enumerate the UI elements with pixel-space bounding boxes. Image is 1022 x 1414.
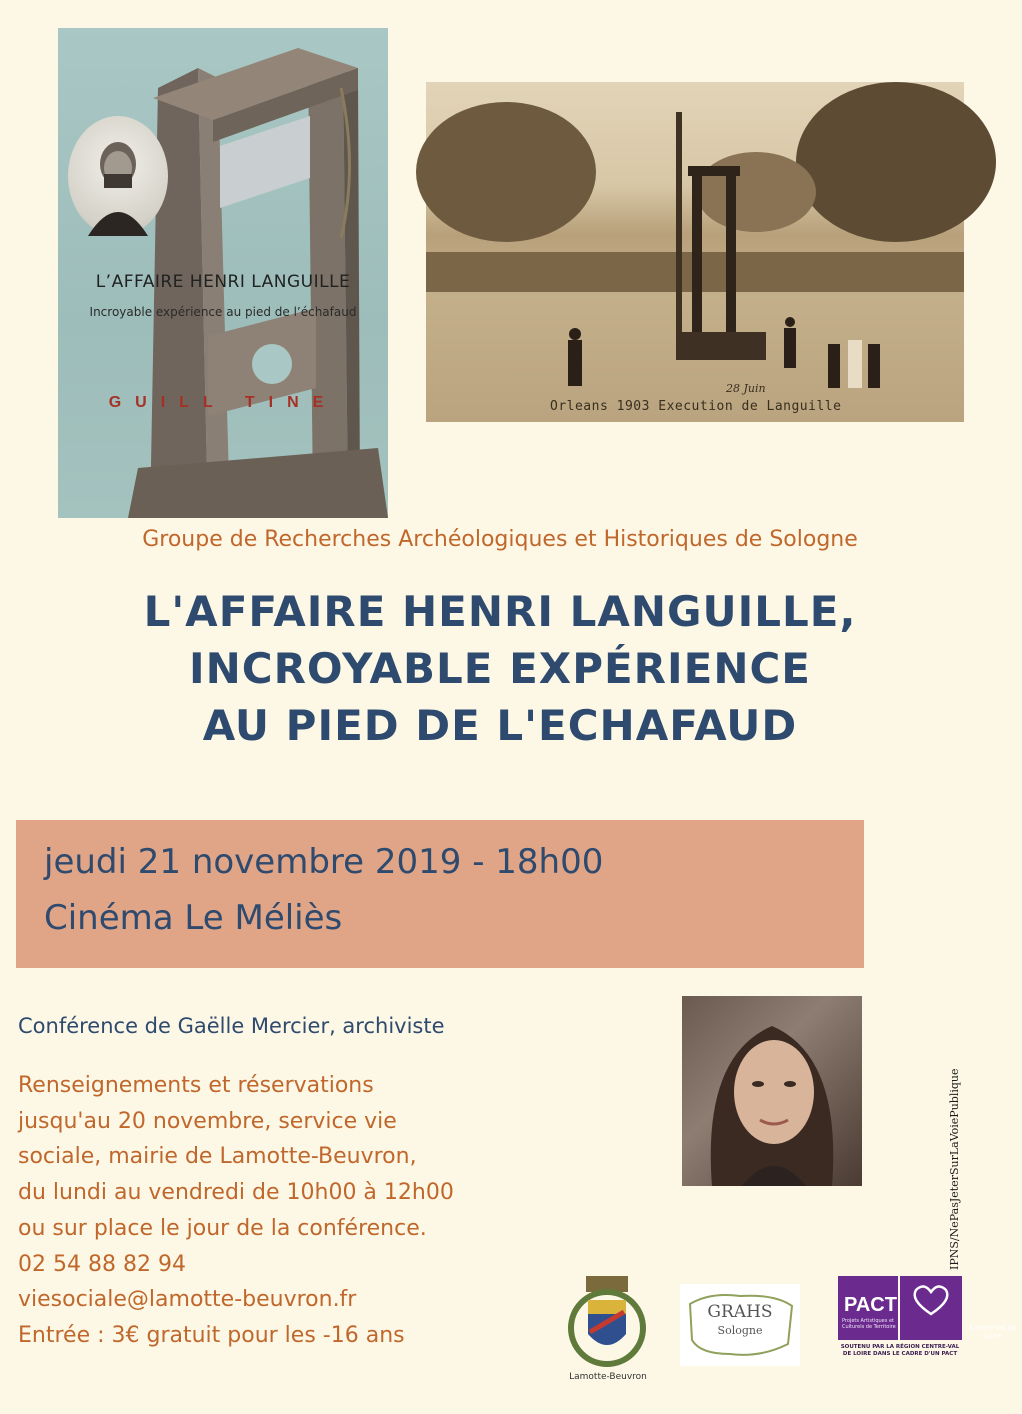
speaker-photo [682, 996, 862, 1186]
event-venue: Cinéma Le Méliès [44, 898, 343, 938]
organizer-line: Groupe de Recherches Archéologiques et Historiques de Sologne [142, 527, 858, 552]
event-date-box [16, 820, 864, 968]
title-line-2: INCROYABLE EXPÉRIENCE [188, 644, 811, 693]
info-line: sociale, mairie de Lamotte-Beuvron, [18, 1144, 417, 1170]
info-line: jusqu'au 20 novembre, service vie [18, 1108, 397, 1134]
cover-title: L’AFFAIRE HENRI LANGUILLE [95, 272, 351, 292]
title-line-3: AU PIED DE L'ECHAFAUD [202, 701, 798, 750]
crest-icon [564, 1272, 650, 1372]
region-name: Centre-Val de Loire [969, 1324, 1017, 1340]
main-title [0, 583, 1000, 754]
grahs-title: GRAHS [707, 1302, 773, 1322]
cover-subtitle: Incroyable expérience au pied de l’échafaud [89, 305, 357, 319]
event-datetime: jeudi 21 novembre 2019 - 18h00 [44, 842, 604, 882]
photo-date-note: 28 Juin [726, 382, 766, 395]
portrait-image [68, 116, 168, 236]
lamotte-beuvron-logo [564, 1272, 650, 1388]
book-cover-image [58, 28, 388, 518]
info-line: du lundi au vendredi de 10h00 à 12h00 [18, 1180, 454, 1206]
photo-caption: Orleans 1903 Execution de Languille [550, 399, 842, 414]
pact-tagline: Projets Artistiques et Culturels de Territoire [842, 1318, 896, 1330]
entry-price: Entrée : 3€ gratuit pour les -16 ans [18, 1322, 405, 1348]
speaker-line: Conférence de Gaëlle Mercier, archiviste [18, 1014, 445, 1038]
pact-word: PACT [844, 1294, 897, 1316]
historic-photo [426, 82, 964, 422]
title-line-1: L'AFFAIRE HENRI LANGUILLE, [143, 587, 857, 636]
info-line: Renseignements et réservations [18, 1073, 374, 1098]
pact-support-note: SOUTENU PAR LA RÉGION CENTRE-VAL DE LOIRE DANS LE CADRE D'UN PACT [840, 1344, 960, 1357]
phone-number: 02 54 88 82 94 [18, 1251, 186, 1277]
email-address: viesociale@lamotte-beuvron.fr [18, 1287, 357, 1313]
grahs-logo [680, 1284, 800, 1366]
region-heart-icon [900, 1276, 962, 1322]
pact-logo [838, 1276, 1017, 1388]
info-block [18, 1068, 658, 1354]
lamotte-label: Lamotte-Beuvron [569, 1372, 647, 1382]
info-line: ou sur place le jour de la conférence. [18, 1215, 427, 1241]
grahs-subtitle: Sologne [717, 1324, 763, 1337]
cover-word: GUILL TINE [108, 394, 338, 411]
ipns-credit: IPNS/NePasJeterSurLaVoiePublique [948, 1068, 961, 1270]
